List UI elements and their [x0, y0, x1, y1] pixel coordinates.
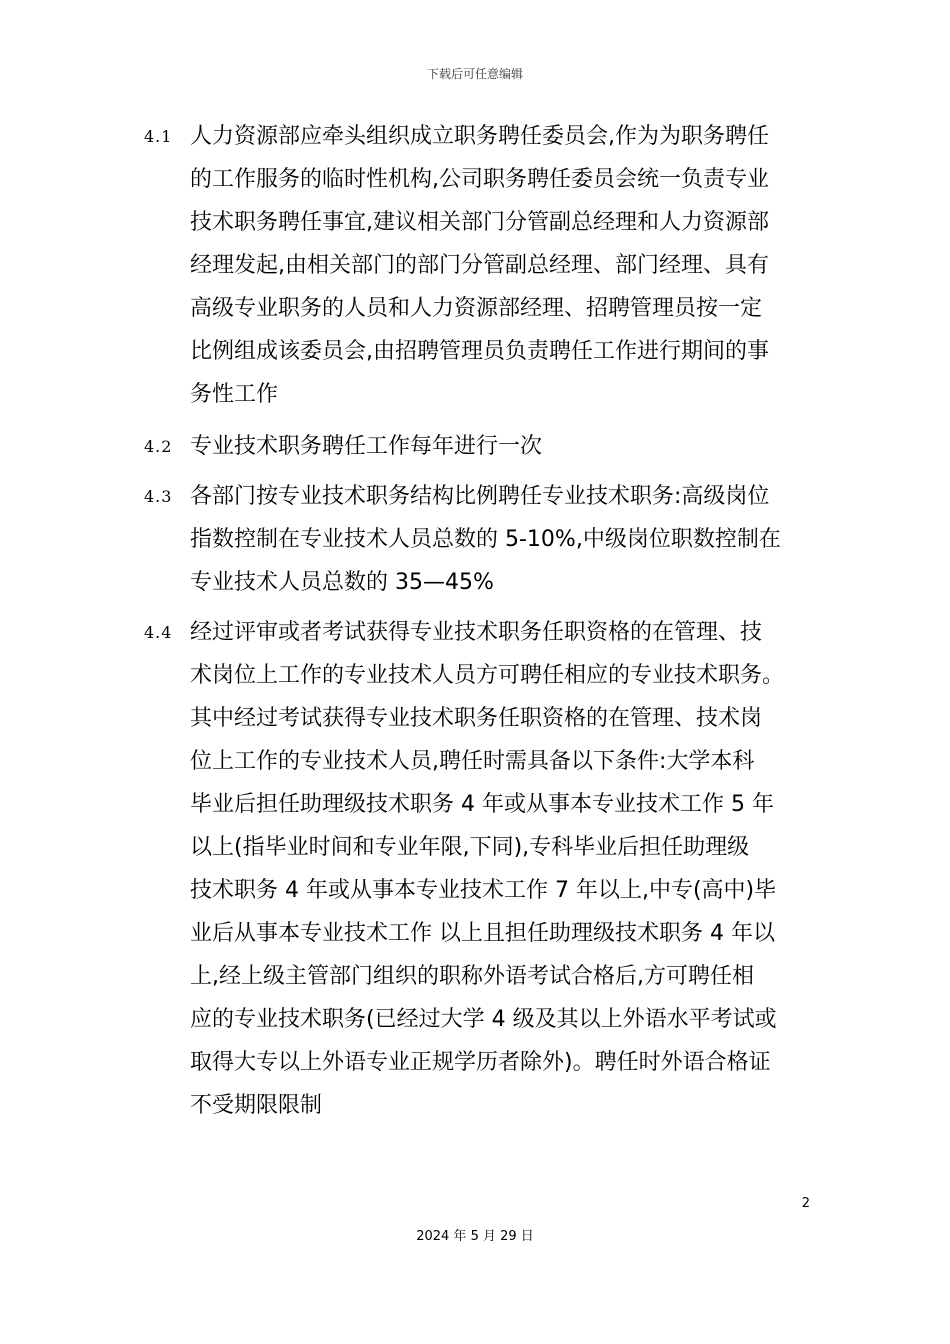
clause-4-1: [144, 115, 824, 416]
clause-text: [190, 425, 812, 468]
clause-number: 4.1: [144, 127, 173, 146]
text-line: 应的专业技术职务(已经过大学 4 级及其以上外语水平考试或: [190, 1007, 777, 1032]
clause-text: [190, 115, 812, 416]
text-line: 技术职务聘任事宜,建议相关部门分管副总经理和人力资源部: [190, 210, 769, 235]
text-line: 高级专业职务的人员和人力资源部经理、招聘管理员按一定: [190, 296, 763, 321]
text-line: 经过评审或者考试获得专业技术职务任职资格的在管理、技: [190, 620, 763, 645]
clause-number: 4.3: [144, 487, 173, 506]
text-line: 其中经过考试获得专业技术职务任职资格的在管理、技术岗: [190, 706, 763, 731]
text-line: 位上工作的专业技术人员,聘任时需具备以下条件:大学本科: [190, 749, 755, 774]
page-header: 下载后可任意编辑: [426, 67, 523, 81]
text-line: 技术职务 4 年或从事本专业技术工作 7 年以上,中专(高中)毕: [190, 878, 777, 903]
text-line: 不受期限限制: [190, 1093, 323, 1118]
page-footer-date: 2024 年 5 月 29 日: [416, 1229, 534, 1244]
clause-text: [190, 475, 812, 604]
text-line: 指数控制在专业技术人员总数的 5-10%,中级岗位职数控制在: [190, 527, 781, 552]
text-line: 以上(指毕业时间和专业年限,下同),专科毕业后担任助理级: [190, 835, 750, 860]
text-line: 业后从事本专业技术工作 以上且担任助理级技术职务 4 年以: [190, 921, 775, 946]
clause-number: 4.2: [144, 437, 173, 456]
text-line: 毕业后担任助理级技术职务 4 年或从事本专业技术工作 5 年: [190, 792, 774, 817]
text-line: 比例组成该委员会,由招聘管理员负责聘任工作进行期间的事: [190, 339, 769, 364]
text-line: 经理发起,由相关部门的部门分管副总经理、部门经理、具有: [190, 253, 769, 278]
text-line: 专业技术人员总数的 35—45%: [190, 570, 494, 595]
text-line: 人力资源部应牵头组织成立职务聘任委员会,作为为职务聘任: [190, 124, 769, 149]
text-line: 务性工作: [190, 382, 279, 407]
text-line: 术岗位上工作的专业技术人员方可聘任相应的专业技术职务。: [190, 663, 785, 688]
clause-4-2: [144, 425, 824, 468]
text-line: 专业技术职务聘任工作每年进行一次: [190, 434, 543, 459]
clause-4-4: [144, 611, 824, 1127]
clause-number: 4.4: [144, 623, 173, 642]
clause-text: [190, 611, 812, 1127]
text-line: 上,经上级主管部门组织的职称外语考试合格后,方可聘任相: [190, 964, 754, 989]
page-number: 2: [801, 1196, 810, 1211]
text-line: 的工作服务的临时性机构,公司职务聘任委员会统一负责专业: [190, 167, 769, 192]
text-line: 取得大专以上外语专业正规学历者除外)。聘任时外语合格证: [190, 1050, 771, 1075]
clause-4-3: [144, 475, 824, 604]
text-line: 各部门按专业技术职务结构比例聘任专业技术职务:高级岗位: [190, 484, 770, 509]
